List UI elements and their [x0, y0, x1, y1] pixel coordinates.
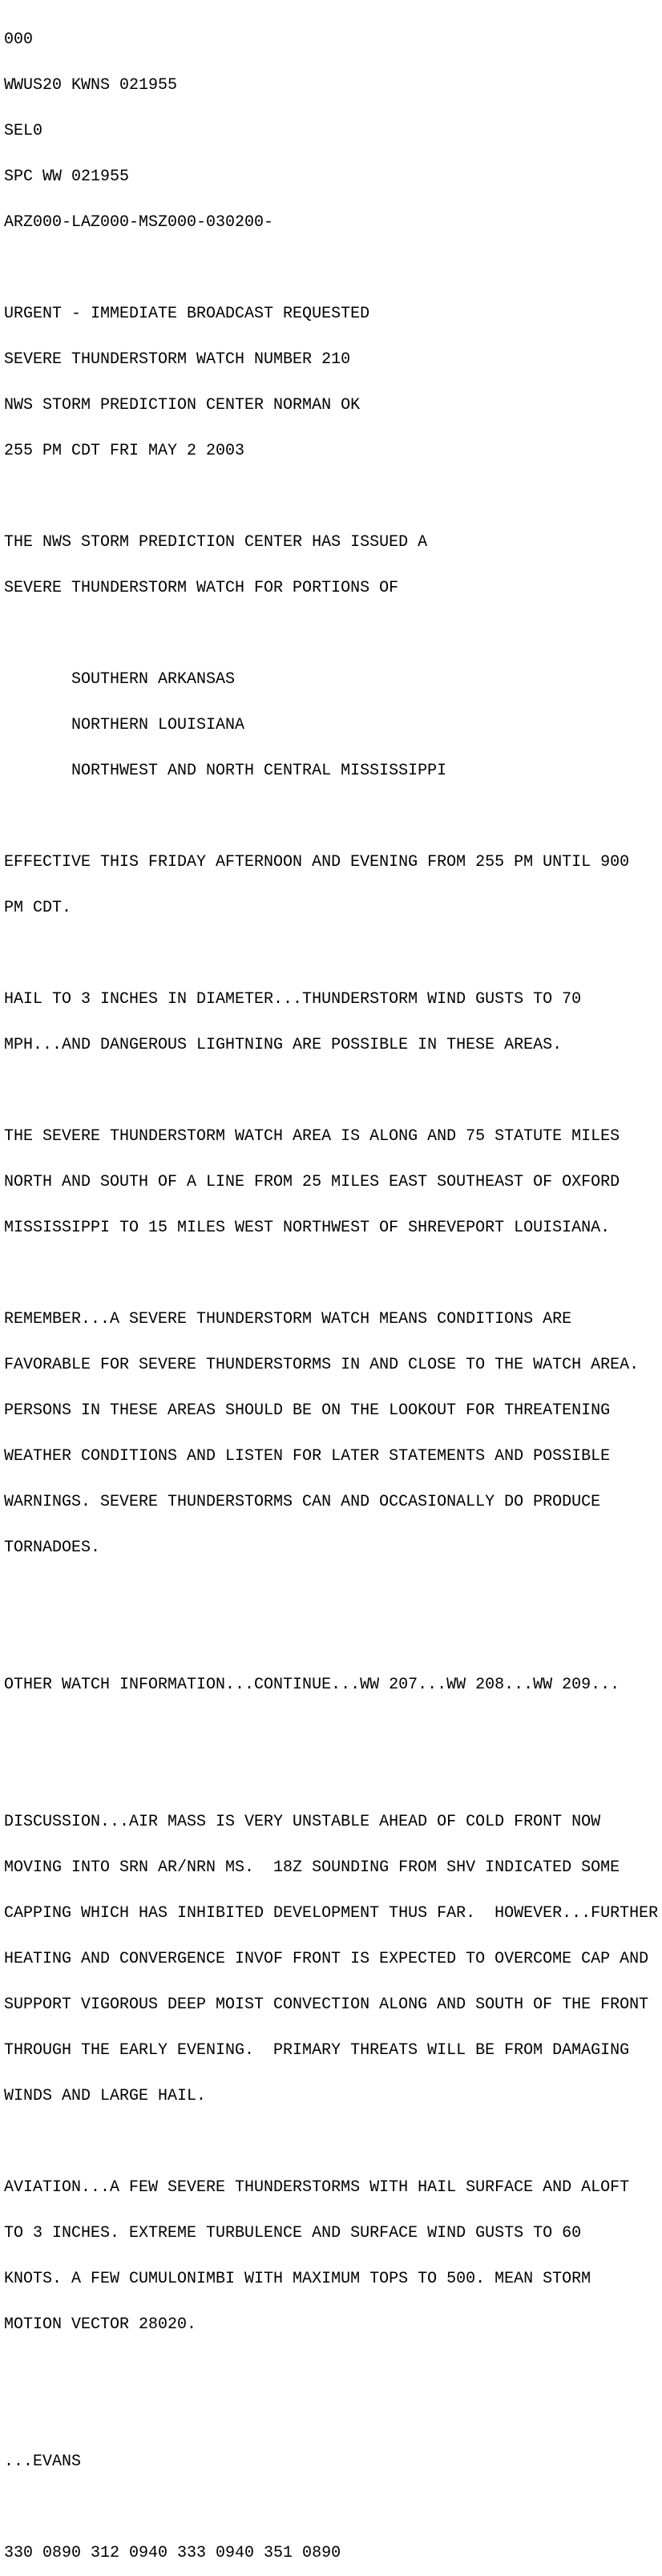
bulletin-line: SEL0	[4, 122, 43, 140]
bulletin-line: KNOTS. A FEW CUMULONIMBI WITH MAXIMUM TOPS TO 500. MEAN STORM	[4, 2270, 591, 2288]
bulletin-line: OTHER WATCH INFORMATION...CONTINUE...WW 207...WW 208...WW 209...	[4, 1676, 620, 1694]
bulletin-line: NORTHERN LOUISIANA	[4, 716, 245, 734]
bulletin-line	[4, 2363, 662, 2378]
bulletin-line	[4, 1632, 662, 1647]
bulletin-line: MPH...AND DANGEROUS LIGHTNING ARE POSSIBLE IN THESE AREAS.	[4, 1036, 563, 1054]
bulletin-line	[4, 946, 662, 961]
bulletin-line: REMEMBER...A SEVERE THUNDERSTORM WATCH MEANS CONDITIONS ARE	[4, 1310, 572, 1328]
bulletin-line: WARNINGS. SEVERE THUNDERSTORMS CAN AND OCCASIONALLY DO PRODUCE	[4, 1493, 601, 1511]
bulletin-line	[4, 809, 662, 824]
bulletin-line: MOVING INTO SRN AR/NRN MS. 18Z SOUNDING FROM SHV INDICATED SOME	[4, 1858, 620, 1877]
bulletin-line	[4, 2500, 662, 2515]
bulletin-line: HEATING AND CONVERGENCE INVOF FRONT IS EXPECTED TO OVERCOME CAP AND	[4, 1950, 649, 1968]
bulletin-line: NWS STORM PREDICTION CENTER NORMAN OK	[4, 396, 361, 415]
bulletin-line: WWUS20 KWNS 021955	[4, 76, 178, 95]
bulletin-line: 255 PM CDT FRI MAY 2 2003	[4, 442, 245, 460]
bulletin-line: SEVERE THUNDERSTORM WATCH FOR PORTIONS OF	[4, 579, 399, 597]
bulletin-line: 330 0890 312 0940 333 0940 351 0890	[4, 2544, 341, 2562]
bulletin-line: NORTH AND SOUTH OF A LINE FROM 25 MILES EAST SOUTHEAST OF OXFORD	[4, 1173, 620, 1191]
bulletin-line: TORNADOES.	[4, 1539, 101, 1557]
bulletin-line: WINDS AND LARGE HAIL.	[4, 2087, 207, 2105]
bulletin-line	[4, 2134, 662, 2149]
bulletin-line	[4, 2408, 662, 2424]
bulletin-line	[4, 1266, 662, 1281]
bulletin-line: FAVORABLE FOR SEVERE THUNDERSTORMS IN AND CLOSE TO THE WATCH AREA.	[4, 1356, 640, 1374]
bulletin-line	[4, 489, 662, 504]
bulletin-line: PM CDT.	[4, 899, 72, 917]
bulletin-line: MISSISSIPPI TO 15 MILES WEST NORTHWEST OF SHREVEPORT LOUISIANA.	[4, 1219, 611, 1237]
bulletin-line: ...EVANS	[4, 2453, 82, 2471]
bulletin-line: SUPPORT VIGOROUS DEEP MOIST CONVECTION ALONG AND SOUTH OF THE FRONT	[4, 1996, 649, 2014]
bulletin-line: EFFECTIVE THIS FRIDAY AFTERNOON AND EVENING FROM 255 PM UNTIL 900	[4, 853, 630, 871]
bulletin-line: SOUTHERN ARKANSAS	[4, 670, 236, 689]
bulletin-line: HAIL TO 3 INCHES IN DIAMETER...THUNDERSTORM WIND GUSTS TO 70	[4, 990, 582, 1009]
bulletin-line: CAPPING WHICH HAS INHIBITED DEVELOPMENT THUS FAR. HOWEVER...FURTHER	[4, 1904, 659, 1923]
bulletin-line: SPC WW 021955	[4, 168, 130, 186]
bulletin-line: TO 3 INCHES. EXTREME TURBULENCE AND SURFACE WIND GUSTS TO 60	[4, 2224, 582, 2242]
bulletin-line: NORTHWEST AND NORTH CENTRAL MISSISSIPPI	[4, 762, 447, 780]
bulletin-text	[4, 2, 662, 2562]
bulletin-line: THE NWS STORM PREDICTION CENTER HAS ISSUED A	[4, 533, 428, 552]
bulletin-line	[4, 626, 662, 641]
bulletin-line	[4, 1083, 662, 1098]
bulletin-line: SEVERE THUNDERSTORM WATCH NUMBER 210	[4, 350, 351, 369]
bulletin-line: THE SEVERE THUNDERSTORM WATCH AREA IS ALONG AND 75 STATUTE MILES	[4, 1127, 620, 1146]
bulletin-line: URGENT - IMMEDIATE BROADCAST REQUESTED	[4, 305, 370, 323]
bulletin-line	[4, 1769, 662, 1784]
bulletin-line: PERSONS IN THESE AREAS SHOULD BE ON THE LOOKOUT FOR THREATENING	[4, 1401, 611, 1420]
bulletin-line: THROUGH THE EARLY EVENING. PRIMARY THREATS WILL BE FROM DAMAGING	[4, 2041, 630, 2060]
bulletin-line: AVIATION...A FEW SEVERE THUNDERSTORMS WITH HAIL SURFACE AND ALOFT	[4, 2178, 630, 2197]
bulletin-line	[4, 1723, 662, 1738]
bulletin-line: MOTION VECTOR 28020.	[4, 2315, 197, 2334]
bulletin-line: 000	[4, 30, 34, 49]
bulletin-line: ARZ000-LAZ000-MSZ000-030200-	[4, 213, 274, 232]
bulletin-line	[4, 1586, 662, 1601]
bulletin-line: DISCUSSION...AIR MASS IS VERY UNSTABLE AHEAD OF COLD FRONT NOW	[4, 1813, 601, 1831]
bulletin-line	[4, 261, 662, 276]
bulletin-line: WEATHER CONDITIONS AND LISTEN FOR LATER STATEMENTS AND POSSIBLE	[4, 1447, 611, 1466]
